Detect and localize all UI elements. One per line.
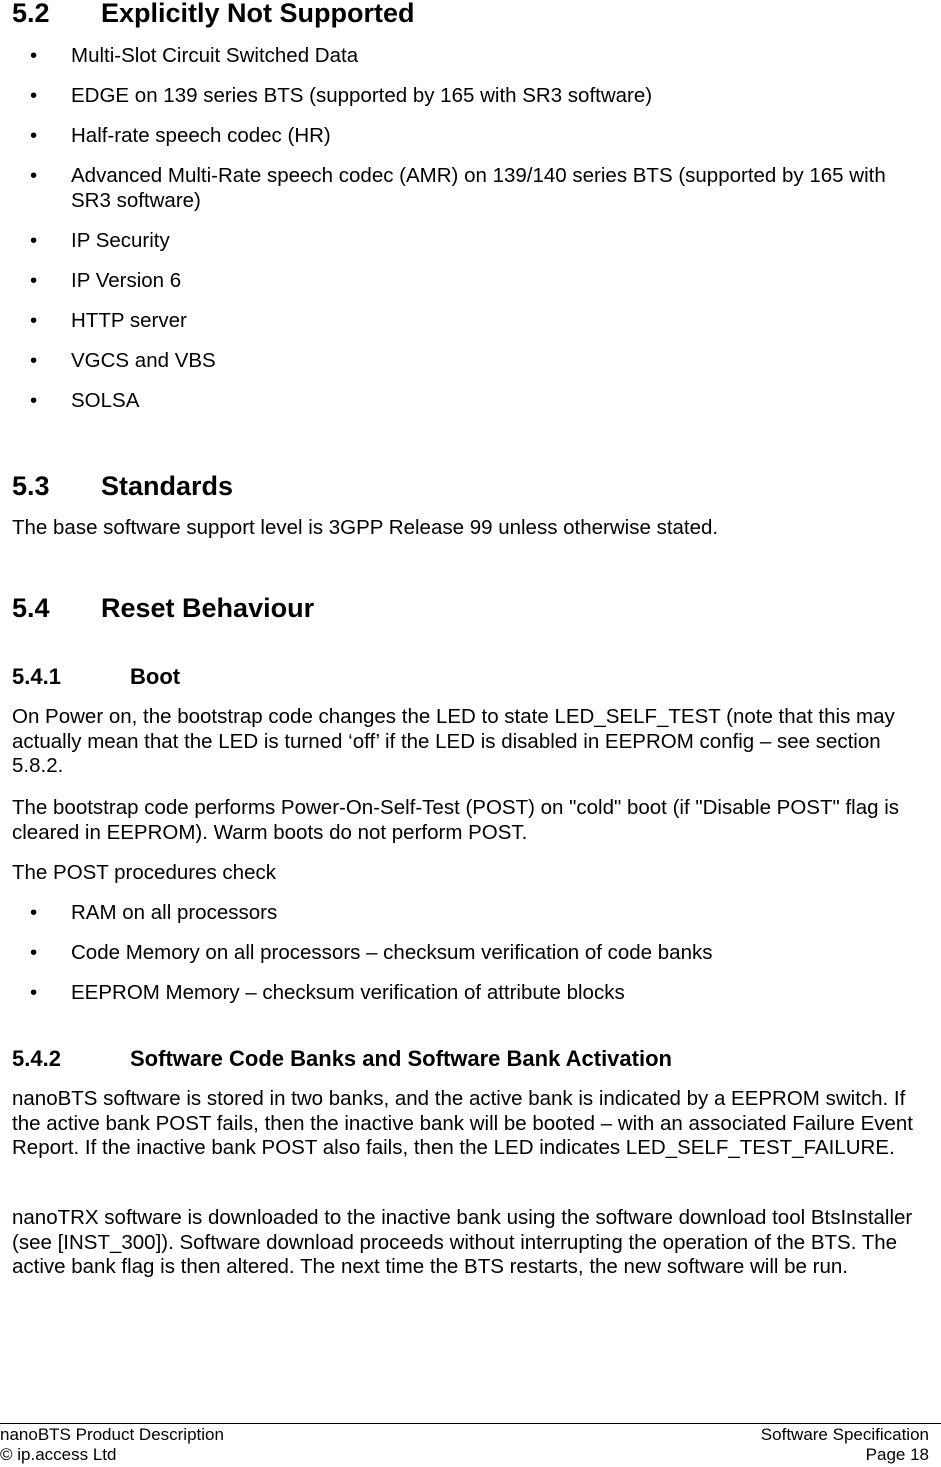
list-item: • Multi-Slot Circuit Switched Data <box>30 44 359 67</box>
list-item: • Half-rate speech codec (HR) <box>30 124 331 147</box>
footer-page-number: Page 18 <box>865 1445 929 1464</box>
section-title: Software Code Banks and Software Bank Activation <box>130 1046 672 1071</box>
bullet-icon: • <box>30 348 38 372</box>
list-item: • EDGE on 139 series BTS (supported by 165 with SR3 software) <box>30 84 653 107</box>
bullet-icon: • <box>30 901 38 924</box>
section-5-3-heading <box>12 471 233 501</box>
bullet-icon: • <box>30 268 38 292</box>
list-item: • Advanced Multi-Rate speech codec (AMR) on 139/140 series BTS (supported by 165 with SR3 software) <box>30 164 886 212</box>
code-banks-paragraph-2: nanoTRX software is downloaded to the inactive bank using the software download tool BtsInstaller (see [INST_300]). Software download proceeds without interrupting the operation of the BTS. The active bank flag is then altered. The next time the BTS restarts, the new software will be run. <box>12 1206 913 1278</box>
section-title: Standards <box>101 471 234 501</box>
section-title: Reset Behaviour <box>101 593 315 623</box>
bullet-icon: • <box>30 164 38 187</box>
list-item: • IP Version 6 <box>30 268 182 292</box>
bullet-icon: • <box>30 388 38 412</box>
list-item: • HTTP server <box>30 308 187 332</box>
code-banks-paragraph-1: nanoBTS software is stored in two banks, and the active bank is indicated by a EEPROM switch. If the active bank POST fails, then the inactive bank will be booted – with an associated Failure Event Report. If the inactive bank POST also fails, then the LED indicates LED_SELF_TEST_FAILURE. <box>12 1087 913 1159</box>
standards-paragraph: The base software support level is 3GPP Release 99 unless otherwise stated. <box>12 516 719 539</box>
post-checks-list <box>12 901 927 1021</box>
section-5-4-1-heading <box>12 664 180 690</box>
section-5-4-2-heading <box>12 1046 672 1072</box>
list-item: • EEPROM Memory – checksum verification of attribute blocks <box>30 981 625 1004</box>
bullet-icon: • <box>30 84 38 107</box>
section-5-2-heading <box>12 0 415 28</box>
section-number: 5.2 <box>12 0 50 28</box>
footer-document-title: nanoBTS Product Description <box>0 1425 224 1444</box>
bullet-icon: • <box>30 308 38 332</box>
unsupported-features-list <box>12 44 927 429</box>
bullet-icon: • <box>30 228 38 252</box>
bullet-icon: • <box>30 981 38 1004</box>
list-item: • IP Security <box>30 228 170 252</box>
section-title: Explicitly Not Supported <box>101 0 415 28</box>
footer-section-name: Software Specification <box>760 1425 929 1444</box>
list-item: • VGCS and VBS <box>30 348 216 372</box>
boot-paragraph-2: The bootstrap code performs Power-On-Self-Test (POST) on "cold" boot (if "Disable POST" flag is cleared in EEPROM). Warm boots do not perform POST. <box>12 796 900 844</box>
list-item: • Code Memory on all processors – checksum verification of code banks <box>30 941 713 964</box>
boot-paragraph-3: The POST procedures check <box>12 861 276 884</box>
bullet-icon: • <box>30 124 38 147</box>
footer-right <box>761 1425 929 1465</box>
section-5-4-heading <box>12 593 314 623</box>
boot-paragraph-1: On Power on, the bootstrap code changes the LED to state LED_SELF_TEST (note that this may actually mean that the LED is turned ‘off’ if the LED is disabled in EEPROM config – see section 5.8.2. <box>12 705 895 777</box>
bullet-icon: • <box>30 941 38 964</box>
section-number: 5.4 <box>12 593 50 623</box>
section-number: 5.4.2 <box>12 1046 61 1071</box>
bullet-icon: • <box>30 44 38 67</box>
list-item: • RAM on all processors <box>30 901 278 924</box>
footer-divider <box>0 1423 941 1424</box>
footer-left <box>0 1425 224 1465</box>
section-number: 5.4.1 <box>12 664 61 689</box>
section-title: Boot <box>130 664 181 689</box>
list-item: • SOLSA <box>30 388 140 412</box>
footer-copyright: © ip.access Ltd <box>0 1445 117 1464</box>
section-number: 5.3 <box>12 471 50 501</box>
